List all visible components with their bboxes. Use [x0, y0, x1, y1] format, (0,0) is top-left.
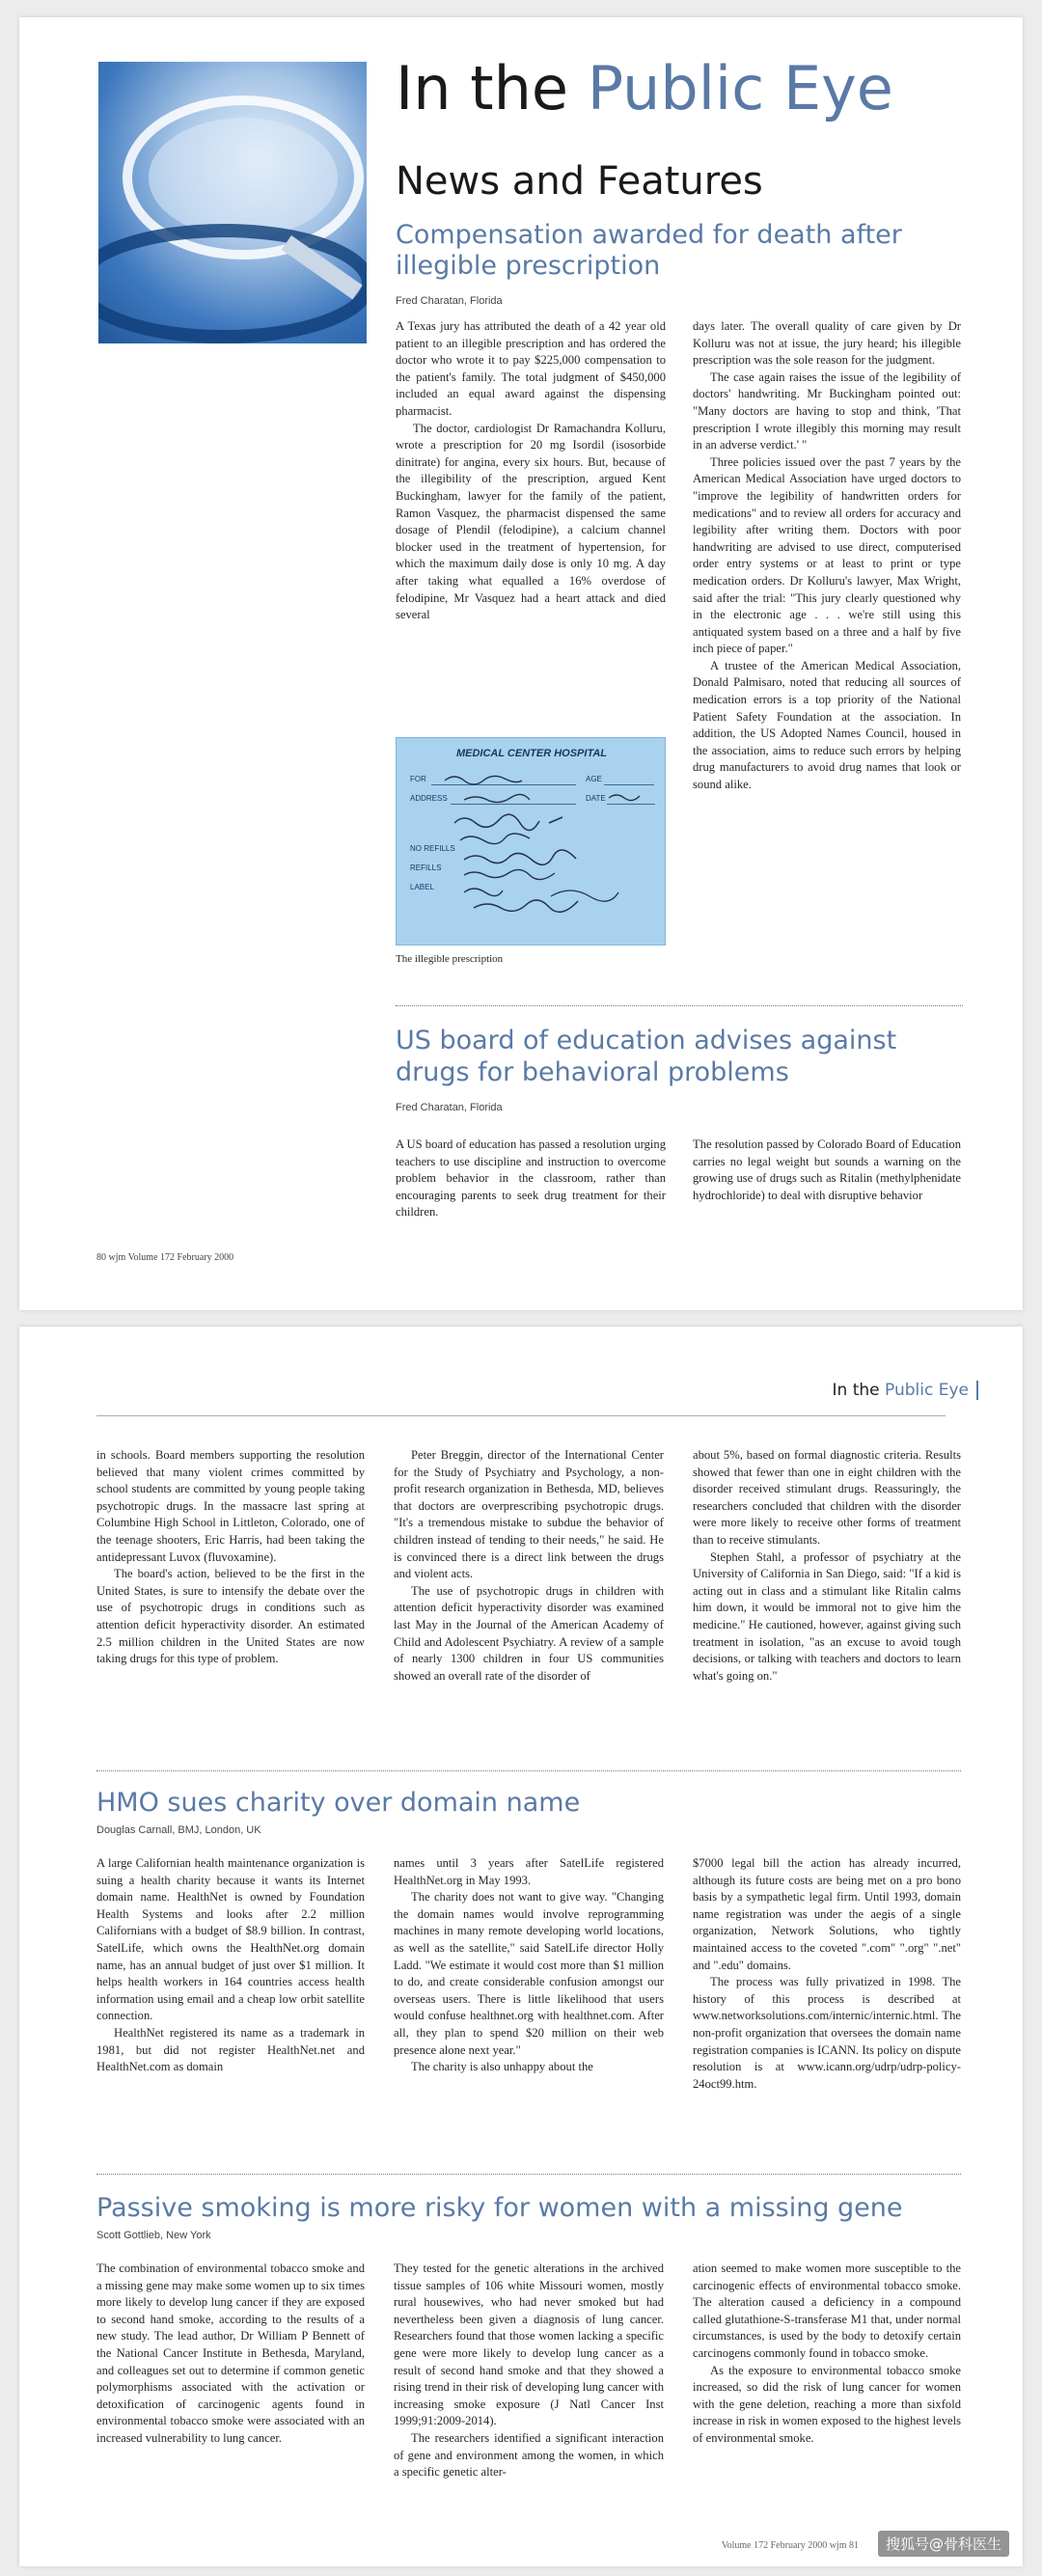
continued-column-2 — [394, 1447, 664, 1685]
article-column-2 — [693, 1137, 961, 1204]
paragraph: HealthNet registered its name as a trademark in 1981, but did not register HealthNet.net and HealthNet.com as domain — [96, 2025, 365, 2074]
paragraph: A US board of education has passed a resolution urging teachers to use discipline and instruction to overcome problem behavior in the classroom, rather than encouraging parents to seek drug treatment for their children. — [396, 1137, 666, 1219]
paragraph: in schools. Board members supporting the resolution believed that many violent crimes committed by school students are committed by young people taking psychotropic drugs. In the massacre last spring at Columbine High School in Littleton, Colorado, one of the teenage shooters, Eric Harris, had been taking the antidepressant Luvox (fluvoxamine). — [96, 1448, 365, 1564]
article-column-2 — [394, 1855, 664, 2076]
paragraph: The case again raises the issue of the legibility of doctors' handwriting. Mr Buckingham pointed out: "Many doctors are having to stop and think, 'That prescription I wrote illegibly this morning may result in an adverse verdict.' " — [693, 370, 961, 452]
article-column-3 — [693, 2261, 961, 2448]
paragraph: The use of psychotropic drugs in children with attention deficit hyperactivity disorder was examined last May in the Journal of the American Academy of Child and Adolescent Psychiatry. A review of a sample of nearly 1300 children in four US communities showed an overall rate of the disorder of — [394, 1583, 664, 1683]
article-column-1 — [396, 1137, 666, 1221]
article-column-2 — [693, 318, 961, 794]
continued-column-3 — [693, 1447, 961, 1685]
magnifying-glass-image — [98, 62, 367, 343]
refills-label: REFILLS — [410, 863, 442, 872]
paragraph: The combination of environmental tobacco smoke and a missing gene may make some women up to six times more likely to develop lung cancer if they are exposed to second hand smoke, according to the results of a new study. The lead author, Dr William P Bennett of the National Cancer Institute in Bethesda, Maryland, and colleagues set out to determine if common genetic polymorphisms associated with the activation or detoxification of carcinogenic agents found in environmental tobacco smoke were associated with an increased vulnerability to lung cancer. — [96, 2261, 365, 2445]
date-label: DATE — [586, 794, 606, 803]
watermark: 搜狐号@骨科医生 — [878, 2531, 1009, 2557]
paragraph: names until 3 years after SatelLife registered HealthNet.org in May 1993. — [394, 1856, 664, 1887]
paragraph: The researchers identified a significant interaction of gene and environment among the women, in which a specific genetic alter- — [394, 2430, 664, 2480]
no-refills-label: NO REFILLS — [410, 844, 455, 853]
paragraph: A Texas jury has attributed the death of a 42 year old patient to an illegible prescription and has ordered the doctor who wrote it to pay $225,000 compensation to the patient's family. The total judgment of $450,000 included an equal award against the dispensing pharmacist. — [396, 319, 666, 418]
paragraph: The charity does not want to give way. "Changing the domain names would involve reprogramming machines in many remote developing world locations, as well as the satellite," said SatelLife director Holly Ladd. "We estimate it would cost more than $1 million to do, and create considerable confusion amongst our overseas users. There is little likelihood that users would confuse healthnet.org with healthnet.com. After all, they plan to spend $20 million on their web presence alone next year." — [394, 1890, 664, 2057]
hospital-name: MEDICAL CENTER HOSPITAL — [455, 748, 608, 759]
article-headline: Passive smoking is more risky for women with a missing gene — [96, 2193, 903, 2223]
age-label: AGE — [586, 775, 602, 783]
section-title: In the Public Eye — [396, 53, 893, 123]
paragraph: days later. The overall quality of care given by Dr Kolluru was not at issue, the jury heard; his illegible prescription was the sole reason for the judgment. — [693, 319, 961, 368]
paragraph: ation seemed to make women more susceptible to the carcinogenic effects of environmental tobacco smoke. The alteration caused a deficiency in a compound called glutathione-S-transferase M1 that, under normal circumstances, is used by the body to detoxify certain carcinogens commonly found in tobacco smoke. — [693, 2261, 961, 2360]
article-column-2 — [394, 2261, 664, 2481]
header-rule — [96, 1415, 946, 1416]
paragraph: They tested for the genetic alterations in the archived tissue samples of 106 white Missouri women, mostly rural housewives, who had never smoked but had nevertheless been given a diagnosis of lung cancer. Researchers found that those women lacking a specific gene were more likely to develop lung cancer as a result of second hand smoke and that they showed a rising trend in their risk of developing lung cancer with increasing smoke exposure (J Natl Cancer Inst 1999;91:2009-2014). — [394, 2261, 664, 2428]
article-column-1 — [96, 2261, 365, 2448]
for-label: FOR — [410, 775, 426, 783]
label-label: LABEL — [410, 883, 434, 891]
article-byline: Scott Gottlieb, New York — [96, 2230, 211, 2241]
article-headline: HMO sues charity over domain name — [96, 1788, 581, 1818]
page-footer: 80 wjm Volume 172 February 2000 — [96, 1252, 234, 1263]
article-column-1 — [96, 1855, 365, 2076]
paragraph: A trustee of the American Medical Association, Donald Palmisaro, noted that reducing all sources of medication errors is a top priority of the National Patient Safety Foundation at the association. In addition, the US Adopted Names Council, housed in the association, aims to reduce such errors by helping drug manufacturers to avoid drug names that look or sound alike. — [693, 658, 961, 792]
figure-caption: The illegible prescription — [396, 953, 504, 965]
section-divider — [96, 1770, 961, 1771]
running-head: In the Public Eye — [833, 1381, 978, 1400]
article-byline: Fred Charatan, Florida — [396, 295, 503, 307]
paragraph: The charity is also unhappy about the — [411, 2060, 593, 2074]
article-column-1 — [396, 318, 666, 624]
section-divider — [396, 1005, 963, 1006]
continued-column-1 — [96, 1447, 365, 1668]
page-1 — [19, 17, 1023, 1310]
paragraph: Three policies issued over the past 7 years by the American Medical Association have urged doctors to "improve the legibility of handwritten orders for medications" and to review all orders for accuracy and legibility after writing them. Doctors with poor handwriting are advised to use direct, computerised order entry systems or at least to print or type medication orders. Dr Kolluru's lawyer, Max Wright, said after the trial: "This jury clearly questioned why in the electronic age . . . we're still using this antiquated system based on a three and a half by five inch piece of paper." — [693, 454, 961, 656]
paragraph: Peter Breggin, director of the International Center for the Study of Psychiatry and Psychology, a non-profit research organization in Bethesda, MD, believes that doctors are overprescribing psychotropic drugs. "It's a tremendous mistake to subdue the behavior of children instead of tending to their needs," he said. He is convinced there is a direct link between the drugs and violent acts. — [394, 1448, 664, 1581]
address-label: ADDRESS — [410, 794, 448, 803]
article-headline: Compensation awarded for death after illegible prescription — [396, 220, 902, 281]
page-footer: Volume 172 February 2000 wjm 81 — [721, 2540, 859, 2551]
article-headline: US board of education advises against drugs for behavioral problems — [396, 1026, 897, 1087]
section-subtitle: News and Features — [396, 159, 763, 204]
handwriting-scribble — [435, 773, 657, 918]
paragraph: $7000 legal bill the action has already incurred, although its future costs are being met on a pro bono basis by a sympathetic legal firm. Until 1993, domain name registration was under the aegis of a single organization, Network Solutions, who tightly maintained access to the coveted ".com" ".org" ".net" and ".edu" domains. — [693, 1856, 961, 1972]
paragraph: The board's action, believed to be the first in the United States, is sure to intensify the debate over the use of psychotropic drugs in conditions such as attention deficit hyperactivity disorder. An estimated 2.5 million children in the United States are now taking drugs for this type of problem. — [96, 1567, 365, 1666]
paragraph: The resolution passed by Colorado Board of Education carries no legal weight but sounds a warning on the growing use of drugs such as Ritalin (methylphenidate hydrochloride) to deal with disruptive behavior — [693, 1137, 961, 1202]
page-2 — [19, 1327, 1023, 2566]
paragraph: A large Californian health maintenance organization is suing a health charity because it wants its Internet domain name. HealthNet is owned by Foundation Health Systems and looks after 2.2 million Californians with a budget of $8.9 billion. In contrast, SatelLife, which owns the HealthNet.org domain name, has an annual budget of just over $1 million. It helps health workers in 164 countries access health information using email and a cheap low orbit satellite connection. — [96, 1856, 365, 2023]
section-divider — [96, 2174, 961, 2175]
paragraph: As the exposure to environmental tobacco smoke increased, so did the risk of lung cancer for women with the gene deletion, reaching a more than sixfold increase in risk in women exposed to the highest levels of environmental smoke. — [693, 2363, 961, 2445]
paragraph: The doctor, cardiologist Dr Ramachandra Kolluru, wrote a prescription for 20 mg Isordil (isosorbide dinitrate) for angina, every six hours. But, because of the illegibility of the prescription, argued Kent Buckingham, lawyer for the family of the patient, Ramon Vasquez, the pharmacist dispensed the same dosage of Plendil (felodipine), a calcium channel blocker used in the treatment of hypertension, for which the maximum daily dose is only 10 mg. A day after taking what equalled a 16% overdose of felodipine, Mr Vasquez had a heart attack and died several — [396, 421, 666, 622]
paragraph: about 5%, based on formal diagnostic criteria. Results showed that fewer than one in eight children with the disorder received stimulant drugs. Reassuringly, the researchers concluded that children with the disorder were more likely to receive other forms of treatment than to receive stimulants. — [693, 1448, 961, 1547]
paragraph: The process was fully privatized in 1998. The history of this process is described at www.networksolutions.com/internic/internic.html. The non-profit organization that oversees the domain name registration companies is ICANN. Its policy on dispute resolution is at www.icann.org/udrp/udrp-policy-24oct99.htm. — [693, 1975, 961, 2091]
article-byline: Fred Charatan, Florida — [396, 1102, 503, 1113]
prescription-image — [396, 737, 666, 945]
paragraph: Stephen Stahl, a professor of psychiatry at the University of California in San Diego, said: "If a kid is acting out in class and a stimulant like Ritalin calms him down, it would be immoral not to give him the medicine." He cautioned, however, against giving such treatment in isolation, "as an excuse to avoid tough decisions, or talking with teachers and doctors to learn what's going on." — [693, 1549, 961, 1683]
article-column-3 — [693, 1855, 961, 2093]
article-byline: Douglas Carnall, BMJ, London, UK — [96, 1824, 261, 1836]
